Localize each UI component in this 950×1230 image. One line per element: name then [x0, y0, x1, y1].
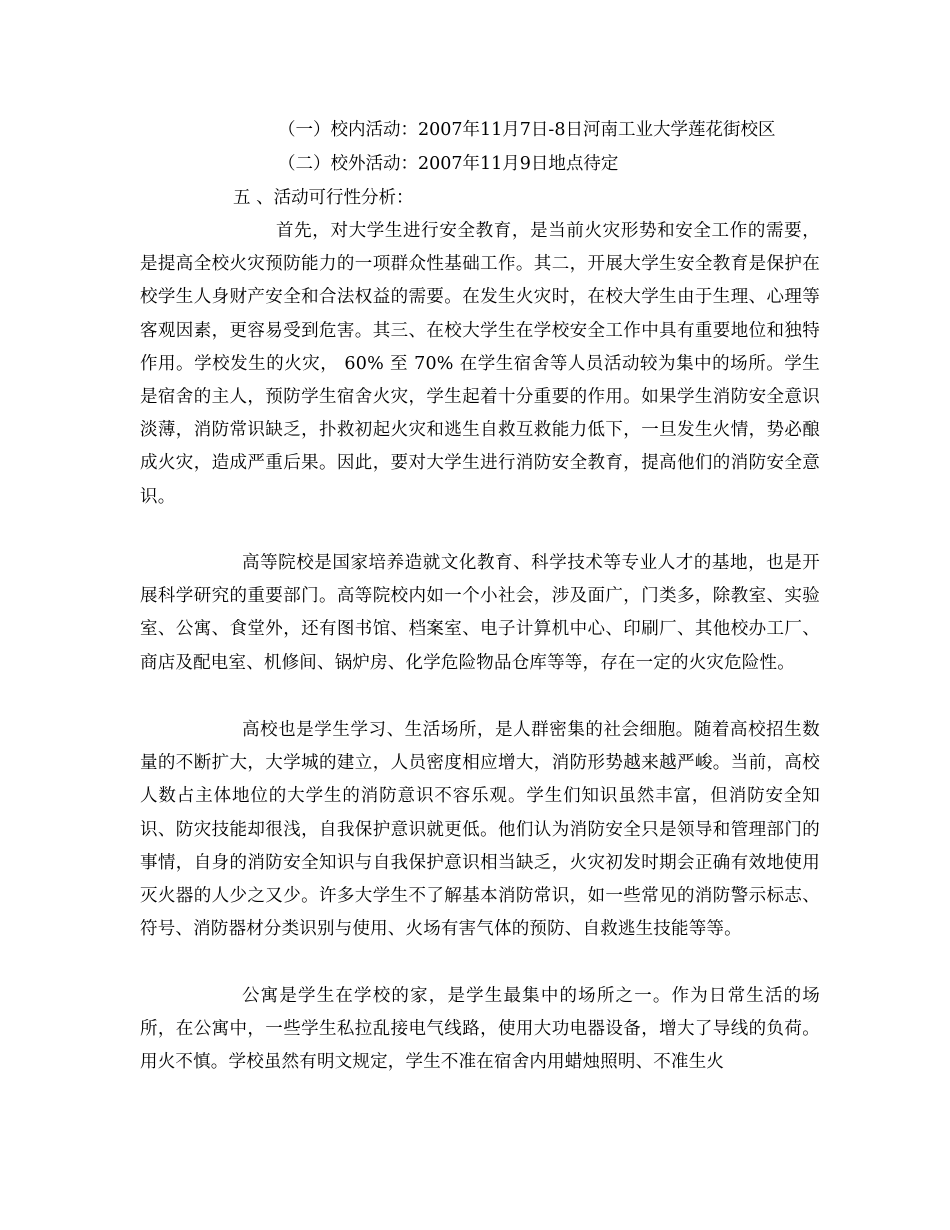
- schedule-line-off-campus: （二）校外活动：2007年11月9日地点待定: [278, 154, 619, 174]
- paragraph-4-text: 公寓是学生在学校的家，是学生最集中的场所之一。作为日常生活的场所，在公寓中，一些学生私拉乱接电气线路，使用大功电器设备，增大了导线的负荷。用火不慎。学校虽然有明文规定，学生不准在宿舍内用蜡烛照明、不准生火: [140, 986, 820, 1073]
- paragraph-2-text: 高等院校是国家培养造就文化教育、科学技术等专业人才的基地，也是开展科学研究的重要部门。高等院校内如一个小社会，涉及面广，门类多，除教室、实验室、公寓、食堂外，还有图书馆、档案室、电子计算机中心、印刷厂、其他校办工厂、商店及配电室、机修间、锅炉房、化学危险物品仓库等等，存在一定的火灾危险性。: [140, 553, 820, 673]
- paragraph-3: [140, 714, 820, 946]
- paragraph-1-text: 首先，对大学生进行安全教育，是当前火灾形势和安全工作的需要，是提高全校火灾预防能力的一项群众性基础工作。其二，开展大学生安全教育是保护在校学生人身财产安全和合法权益的需要。在发生火灾时，在校大学生由于生理、心理等客观因素，更容易受到危害。其三、在校大学生在学校安全工作中具有重要地位和独特作用。学校发生的火灾， 60% 至 70% 在学生宿舍等人员活动较为集中的场所。学生是宿舍的主人，预防学生宿舍火灾，学生起着十分重要的作用。如果学生消防安全意识淡薄，消防常识缺乏，扑救初起火灾和逃生自救互救能力低下，一旦发生火情，势必酿成火灾，造成严重后果。因此，要对大学生进行消防安全教育，提高他们的消防安全意识。: [140, 221, 820, 507]
- paragraph-1: [140, 215, 820, 514]
- paragraph-4: [140, 980, 820, 1080]
- section-heading-feasibility: 五 、活动可行性分析：: [233, 188, 414, 208]
- paragraph-2: [140, 547, 820, 680]
- schedule-line-on-campus: （一）校内活动：2007年11月7日-8日河南工业大学莲花街校区: [278, 120, 776, 140]
- paragraph-3-text: 高校也是学生学习、生活场所，是人群密集的社会细胞。随着高校招生数量的不断扩大，大学城的建立，人员密度相应增大，消防形势越来越严峻。当前，高校人数占主体地位的大学生的消防意识不容乐观。学生们知识虽然丰富，但消防安全知识、防灾技能却很浅，自我保护意识就更低。他们认为消防安全只是领导和管理部门的事情，自身的消防安全知识与自我保护意识相当缺乏，火灾初发时期会正确有效地使用灭火器的人少之又少。许多大学生不了解基本消防常识，如一些常见的消防警示标志、符号、消防器材分类识别与使用、火场有害气体的预防、自救逃生技能等等。: [140, 720, 820, 940]
